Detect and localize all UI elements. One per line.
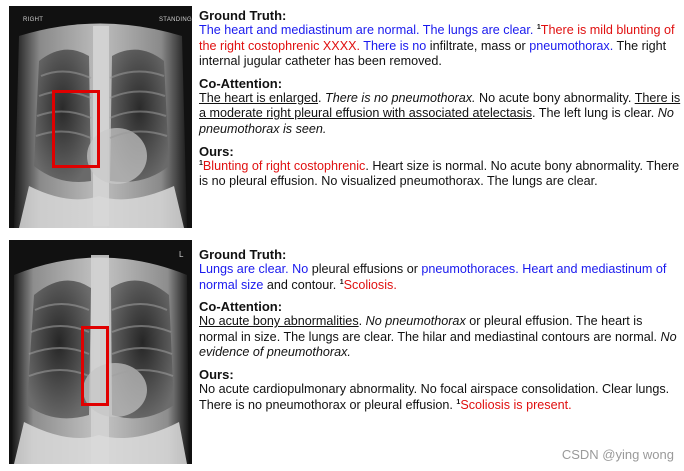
ours-heading: Ours: (199, 366, 234, 382)
incorrect-finding: The heart is enlarged (199, 90, 319, 105)
ground-truth-heading: Ground Truth: (199, 247, 287, 262)
report-text: and contour. (263, 277, 340, 292)
ground-truth-report (199, 262, 681, 293)
report-text: or pleural effusion. The heart is normal in size. The lungs are clear. The hilar and mediastinal contours are normal. (199, 314, 661, 344)
repeated-finding: There is no pneumothorax. (325, 90, 476, 105)
chest-xray-1-drawing (9, 6, 192, 228)
report-text: . The left lung is clear. (532, 106, 658, 121)
chest-xray-image-2 (9, 240, 192, 464)
report-text: pleural effusions or (308, 262, 422, 276)
finding-abnormal: Scoliosis. (343, 277, 397, 292)
repeated-finding: No evidence of pneumothorax. (199, 329, 677, 360)
co-attention-report (199, 91, 681, 138)
finding-normal: pneumothorax. (529, 38, 614, 53)
co-attention-report (199, 314, 681, 361)
report-text: No acute bony abnormality. (475, 90, 635, 105)
finding-normal: There is no (363, 38, 427, 53)
co-attention-heading: Co-Attention: (199, 299, 283, 315)
finding-marker: 1 (536, 24, 541, 31)
finding-marker: 1 (199, 159, 203, 167)
finding-abnormal: Blunting of right costophrenic (202, 158, 366, 173)
report-text: infiltrate, mass or (429, 38, 526, 53)
finding-normal: Lungs are clear. No (199, 262, 309, 276)
co-attention-heading: Co-Attention: (199, 75, 283, 91)
xray-side-label: L (179, 250, 184, 259)
xray-side-label: RIGHT (23, 17, 44, 23)
incorrect-finding: There is a moderate right pleural effusion with associated atelectasis (199, 90, 681, 121)
xray-position-label: STANDING (159, 17, 192, 23)
chest-xray-image-1 (9, 6, 192, 228)
attention-box (81, 326, 109, 406)
figure-2-reports (199, 247, 681, 413)
report-text: . (318, 90, 326, 105)
finding-marker: 1 (339, 278, 344, 286)
report-text: . (358, 314, 366, 329)
figure-1-reports (199, 8, 681, 190)
finding-normal: pneumothoraces. Heart and mediastinum of normal size (199, 262, 667, 292)
incorrect-finding: No acute bony abnormalities (199, 314, 359, 329)
ground-truth-heading: Ground Truth: (199, 8, 287, 23)
ours-report (199, 382, 681, 413)
watermark: CSDN @ying wong (561, 447, 674, 462)
finding-abnormal: There is mild blunting of the right costophrenic XXXX. (199, 23, 675, 53)
repeated-finding: No pneumothorax (365, 314, 466, 329)
attention-box (52, 90, 100, 168)
ours-heading: Ours: (199, 143, 234, 159)
finding-normal: The heart and mediastinum are normal. The lungs are clear. (199, 23, 534, 37)
report-text: The right internal jugular catheter has been removed. (199, 38, 667, 69)
ours-report (199, 159, 681, 190)
repeated-finding: No pneumothorax is seen. (199, 106, 674, 136)
report-text: . Heart size is normal. No acute bony abnormality. There is no pleural effusion. No visualized pneumothorax. The lungs are clear. (199, 158, 680, 189)
finding-abnormal: Scoliosis is present. (460, 397, 572, 412)
ground-truth-report (199, 23, 681, 70)
report-text: No acute cardiopulmonary abnormality. No focal airspace consolidation. Clear lungs. There is no pneumothorax or pleural effusion. (199, 381, 670, 412)
finding-marker: 1 (456, 398, 461, 406)
